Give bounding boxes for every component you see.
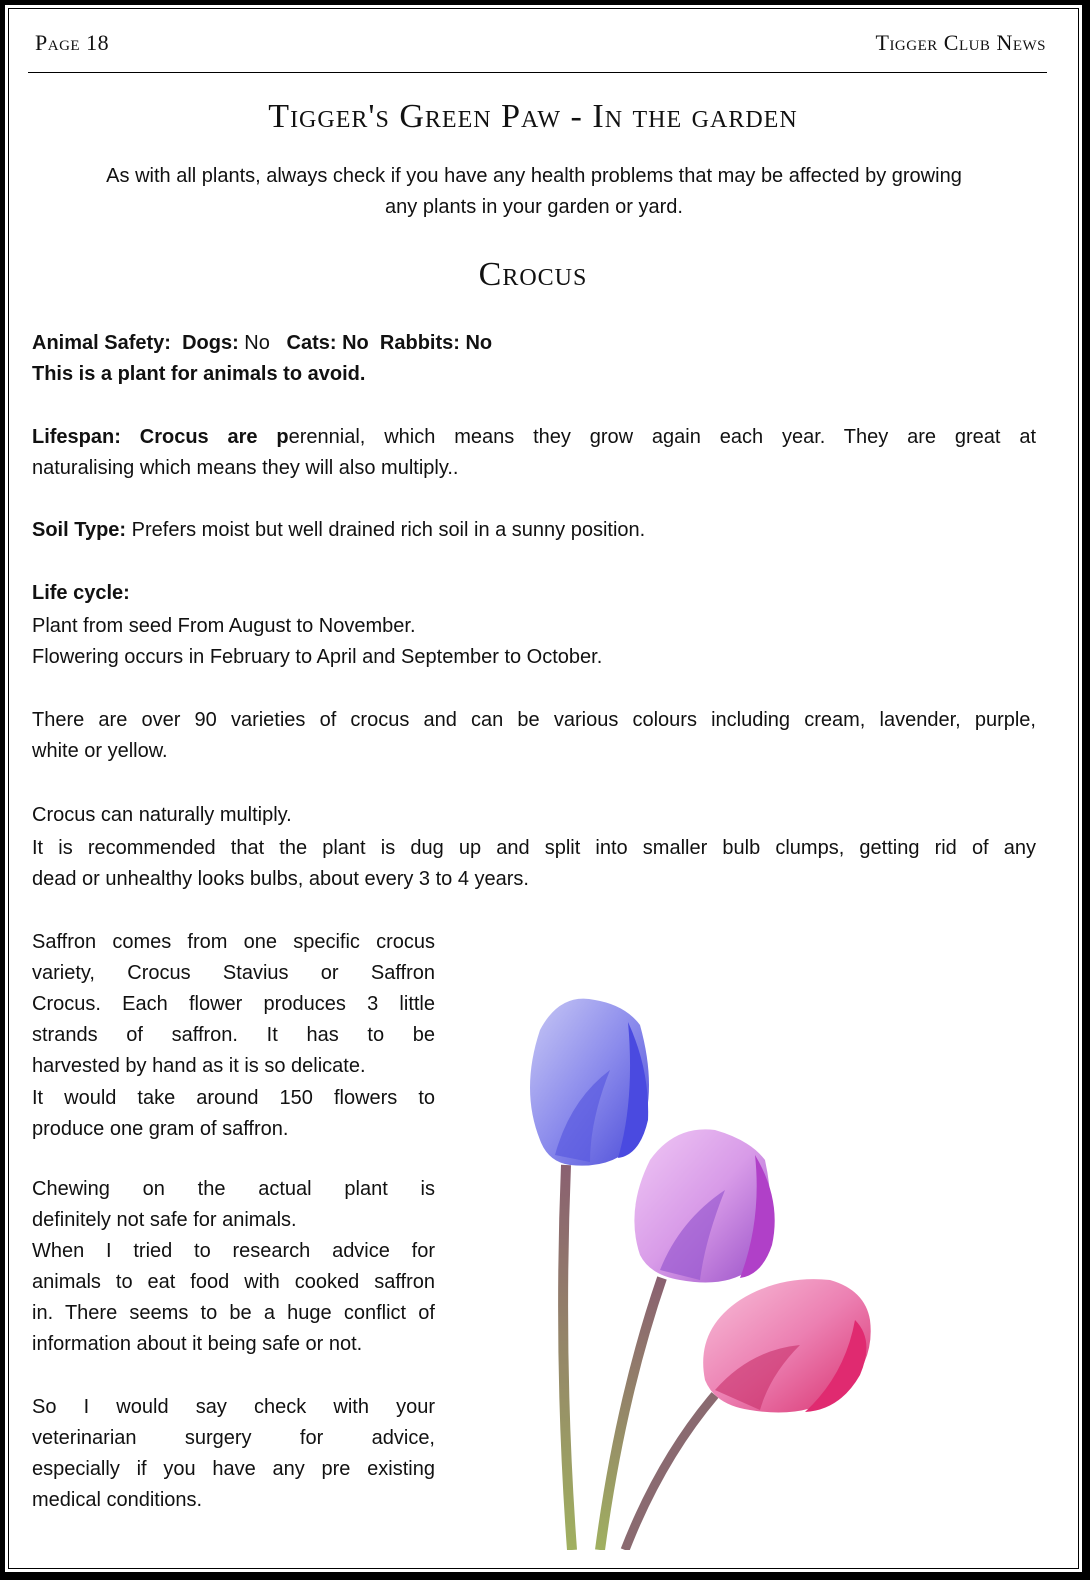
varieties xyxy=(32,705,1036,767)
publication-name: Tigger Club News xyxy=(875,30,1046,55)
advice-line: So I would say check with your xyxy=(32,1396,435,1418)
safety-note: This is a plant for animals to avoid. xyxy=(32,363,366,385)
animal-safety xyxy=(32,328,1036,390)
lifespan-text: erennial, which means they grow again each year. They are great at xyxy=(288,426,1037,448)
life-cycle-line: Plant from seed From August to November. xyxy=(32,615,416,637)
soil-type xyxy=(32,515,1036,546)
chewing-line: definitely not safe for animals. xyxy=(32,1209,297,1231)
lifespan-text: naturalising which means they will also multiply.. xyxy=(32,457,459,479)
chewing-line: When I tried to research advice for xyxy=(32,1240,435,1262)
dogs-value: No xyxy=(244,332,270,354)
plant-title: Crocus xyxy=(478,256,588,293)
life-cycle xyxy=(32,578,1036,673)
tulip-pink xyxy=(703,1279,871,1412)
stem-purple xyxy=(600,1278,662,1550)
life-cycle-label: Life cycle: xyxy=(32,582,130,604)
safety-label: Animal Safety: xyxy=(32,332,171,354)
multiply-line: dead or unhealthy looks bulbs, about every 3 to 4 years. xyxy=(32,868,529,890)
saffron-line: Crocus. Each flower produces 3 little xyxy=(32,993,435,1015)
saffron-paragraph xyxy=(32,927,435,1145)
saffron-line: Saffron comes from one specific crocus xyxy=(32,931,435,953)
advice-paragraph xyxy=(32,1392,435,1516)
chewing-paragraph xyxy=(32,1174,435,1360)
chewing-line: Chewing on the actual plant is xyxy=(32,1178,435,1200)
lifespan xyxy=(32,422,1036,484)
intro-line: any plants in your garden or yard. xyxy=(385,196,683,218)
multiply-line: Crocus can naturally multiply. xyxy=(32,804,292,826)
varieties-line: white or yellow. xyxy=(32,740,168,762)
crocus-tulips-image xyxy=(500,980,900,1550)
dogs-label: Dogs: xyxy=(182,332,239,354)
saffron-line: strands of saffron. It has to be xyxy=(32,1024,435,1046)
advice-line: medical conditions. xyxy=(32,1489,203,1511)
soil-text: Prefers moist but well drained rich soil in a sunny position. xyxy=(126,519,646,541)
chewing-line: in. There seems to be a huge conflict of xyxy=(32,1302,435,1324)
life-cycle-line: Flowering occurs in February to April and September to October. xyxy=(32,646,603,668)
multiply-line: It is recommended that the plant is dug up and split into smaller bulb clumps, getting rid of any xyxy=(32,837,1036,859)
varieties-line: There are over 90 varieties of crocus and can be various colours including cream, lavender, purple, xyxy=(32,709,1036,731)
intro-text xyxy=(32,161,1036,223)
multiply xyxy=(32,800,1036,895)
cats-label: Cats: No xyxy=(286,332,369,354)
saffron-line: produce one gram of saffron. xyxy=(32,1118,289,1140)
header-rule xyxy=(28,72,1047,73)
saffron-line: variety, Crocus Stavius or Saffron xyxy=(32,962,435,984)
saffron-line: It would take around 150 flowers to xyxy=(32,1087,435,1109)
soil-label: Soil Type: xyxy=(32,519,127,541)
tulip-purple xyxy=(634,1129,774,1282)
tulip-blue xyxy=(530,999,649,1166)
chewing-line: animals to eat food with cooked saffron xyxy=(32,1271,435,1293)
lifespan-label: Lifespan: Crocus are p xyxy=(32,426,289,448)
advice-line: especially if you have any pre existing xyxy=(32,1458,435,1480)
intro-line: As with all plants, always check if you have any health problems that may be affected by growing xyxy=(106,165,962,187)
rabbits-label: Rabbits: No xyxy=(379,332,493,354)
advice-line: veterinarian surgery for advice, xyxy=(32,1427,435,1449)
stem-pink xyxy=(625,1395,715,1550)
saffron-line: harvested by hand as it is so delicate. xyxy=(32,1055,366,1077)
stem-blue xyxy=(563,1165,572,1550)
chewing-line: information about it being safe or not. xyxy=(32,1333,363,1355)
page-title: Tigger's Green Paw - In the garden xyxy=(268,98,798,135)
page-number: Page 18 xyxy=(35,30,110,55)
